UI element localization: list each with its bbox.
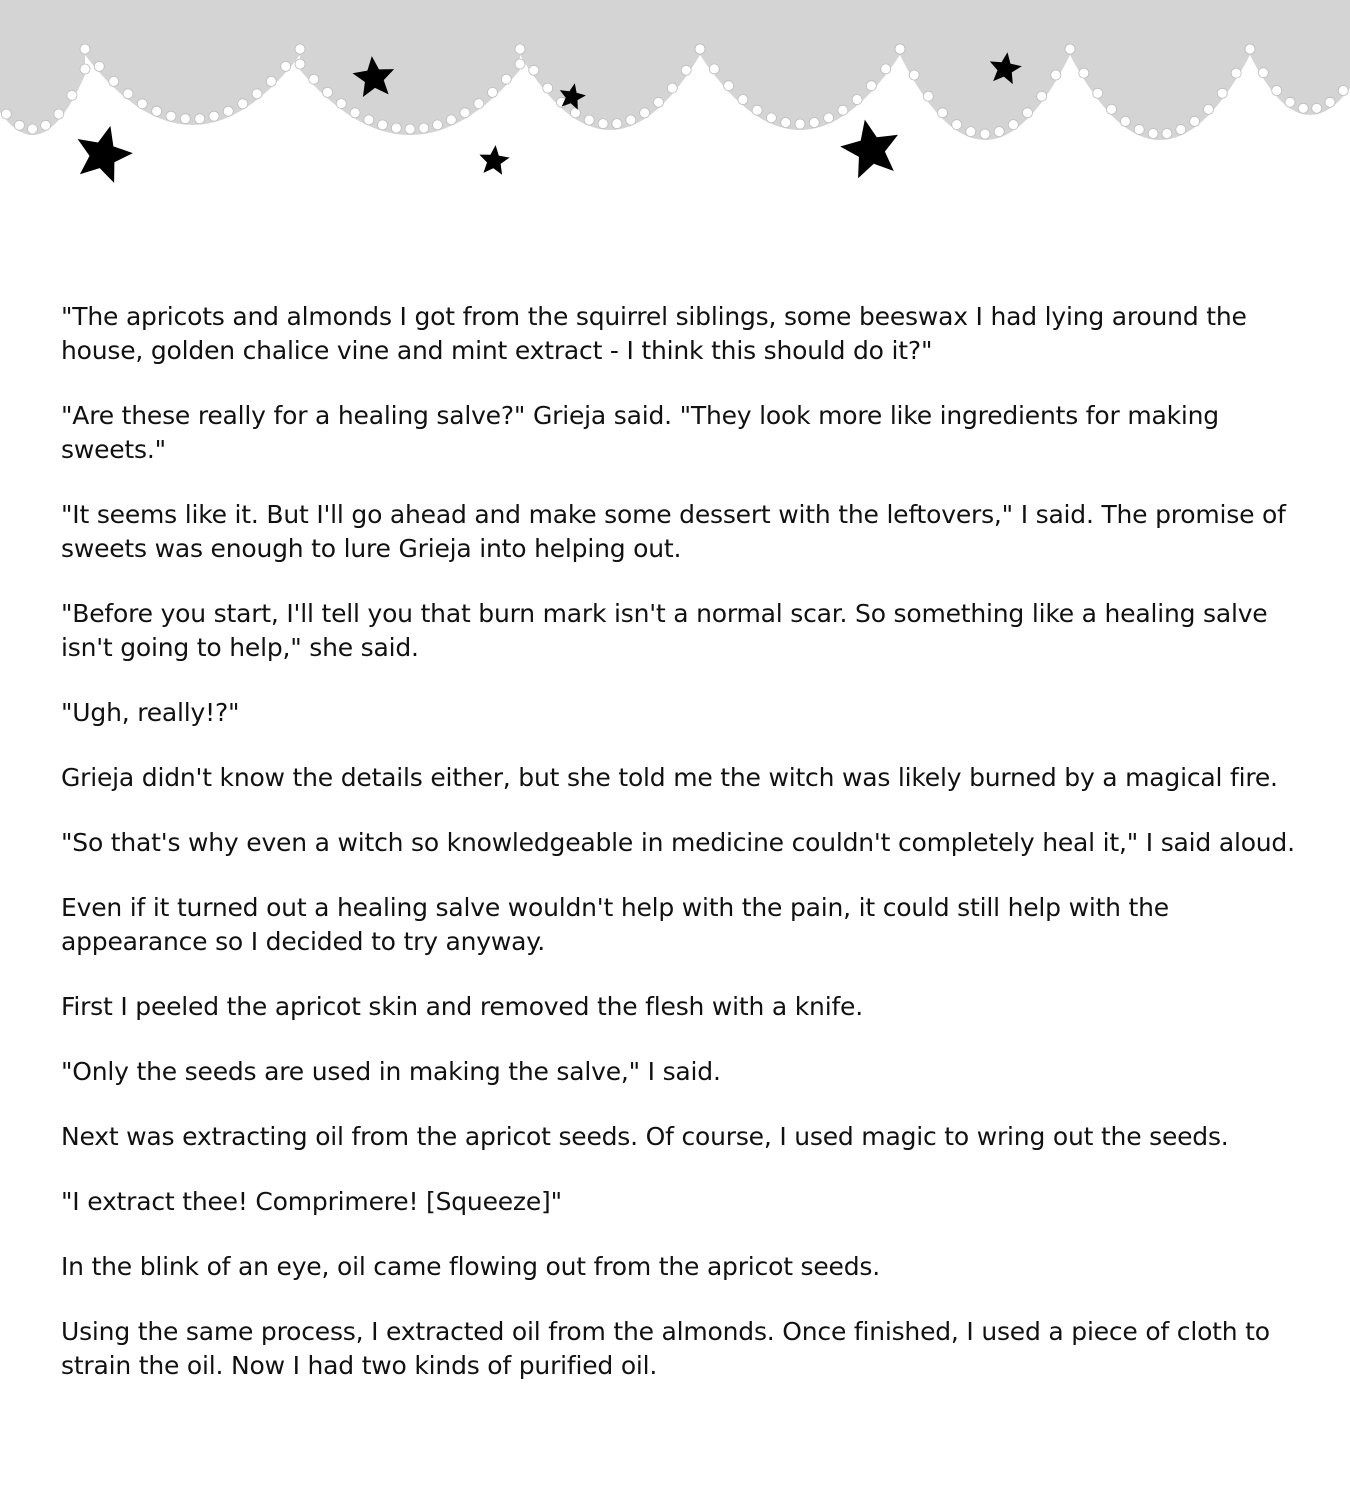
- lace-bead: [350, 108, 360, 118]
- lace-bead: [966, 127, 976, 137]
- lace-bead: [626, 115, 636, 125]
- lace-bead: [781, 118, 791, 128]
- lace-bead: [838, 105, 848, 115]
- lace-bead: [180, 114, 190, 124]
- lace-bead: [766, 113, 776, 123]
- lace-bead: [378, 120, 388, 130]
- lace-bead: [909, 70, 919, 80]
- lace-bead: [515, 59, 525, 69]
- lace-bead: [501, 74, 511, 84]
- lace-bead: [852, 95, 862, 105]
- paragraph-9: First I peeled the apricot skin and removed the flesh with a knife.: [61, 992, 863, 1021]
- lace-bead: [695, 44, 705, 54]
- lace-bead: [152, 106, 162, 116]
- lace-bead: [295, 44, 305, 54]
- lace-bead: [866, 81, 876, 91]
- lace-bead: [488, 87, 498, 97]
- lace-bead: [419, 123, 429, 133]
- lace-bead: [137, 99, 147, 109]
- lace-bead: [446, 115, 456, 125]
- lace-bead: [795, 119, 805, 129]
- lace-bead: [223, 106, 233, 116]
- lace-bead: [166, 111, 176, 121]
- lace-bead: [266, 76, 276, 86]
- lace-bead: [474, 99, 484, 109]
- lace-bead: [1176, 125, 1186, 135]
- paragraph-7: "So that's why even a witch so knowledgeable in medicine couldn't completely heal it," I said aloud.: [61, 828, 1295, 857]
- lace-bead: [1245, 44, 1255, 54]
- paragraph-2: "Are these really for a healing salve?" Grieja said. "They look more like ingredients for making sweets.": [61, 401, 1219, 464]
- paragraph-14: Using the same process, I extracted oil from the almonds. Once finished, I used a piece of cloth to strain the oil. Now I had two kinds of purified oil.: [61, 1317, 1270, 1380]
- lace-bead: [405, 124, 415, 134]
- lace-bead: [391, 123, 401, 133]
- lace-bead: [824, 113, 834, 123]
- lace-bead: [1272, 86, 1282, 96]
- lace-bead: [809, 118, 819, 128]
- paragraph-13: In the blink of an eye, oil came flowing out from the apricot seeds.: [61, 1252, 880, 1281]
- lace-bead: [584, 115, 594, 125]
- lace-bead: [709, 64, 719, 74]
- lace-bead: [1162, 129, 1172, 139]
- lace-bead: [681, 65, 691, 75]
- paragraph-12: "I extract thee! Comprimere! [Squeeze]": [61, 1187, 562, 1216]
- lace-bead: [1023, 108, 1033, 118]
- lace-bead: [309, 74, 319, 84]
- lace-bead: [952, 120, 962, 130]
- lace-bead: [895, 44, 905, 54]
- lace-bead: [41, 120, 51, 130]
- lace-bead: [1285, 97, 1295, 107]
- lace-bead: [28, 124, 38, 134]
- lace-bead: [1120, 116, 1130, 126]
- star-icon: [78, 126, 133, 183]
- lace-bead: [1093, 88, 1103, 98]
- lace-bead: [336, 99, 346, 109]
- lace-bead: [667, 83, 677, 93]
- lace-bead: [1037, 91, 1047, 101]
- lace-bead: [281, 61, 291, 71]
- lace-bead: [994, 127, 1004, 137]
- lace-bead: [1148, 129, 1158, 139]
- lace-bead: [529, 65, 539, 75]
- paragraph-5: "Ugh, really!?": [61, 698, 240, 727]
- lace-bead: [752, 105, 762, 115]
- lace-bead: [1134, 125, 1144, 135]
- lace-bead: [1231, 68, 1241, 78]
- paragraph-8: Even if it turned out a healing salve wouldn't help with the pain, it could still help with the appearance so I decided to try anyway.: [61, 893, 1169, 956]
- lace-bead: [938, 108, 948, 118]
- lace-bead: [1338, 86, 1348, 96]
- paragraph-11: Next was extracting oil from the apricot seeds. Of course, I used magic to wring out the seeds.: [61, 1122, 1229, 1151]
- lace-bead: [1312, 103, 1322, 113]
- scalloped-star-header: [0, 0, 1350, 200]
- lace-bead: [515, 44, 525, 54]
- lace-bead: [1298, 103, 1308, 113]
- lace-bead: [923, 91, 933, 101]
- lace-bead: [1258, 68, 1268, 78]
- lace-bead: [195, 114, 205, 124]
- paragraph-1: "The apricots and almonds I got from the squirrel siblings, some beeswax I had lying around the house, golden chalice vine and mint extract - I think this should do it?": [61, 302, 1247, 365]
- lace-bead: [295, 59, 305, 69]
- lace-bead: [80, 44, 90, 54]
- lace-bead: [1051, 70, 1061, 80]
- lace-bead: [1065, 44, 1075, 54]
- lace-bead: [14, 120, 24, 130]
- star-icon: [840, 120, 898, 179]
- lace-bead: [94, 61, 104, 71]
- lace-bead: [543, 83, 553, 93]
- lace-bead: [109, 76, 119, 86]
- lace-bead: [724, 81, 734, 91]
- paragraph-4: "Before you start, I'll tell you that burn mark isn't a normal scar. So something like a healing salve isn't going to help," she said.: [61, 599, 1268, 662]
- lace-bead: [54, 109, 64, 119]
- paragraph-3: "It seems like it. But I'll go ahead and make some dessert with the leftovers," I said. The promise of sweets was enough to lure Grieja into helping out.: [61, 500, 1286, 563]
- star-icon: [479, 145, 509, 175]
- lace-bead: [640, 108, 650, 118]
- paragraph-6: Grieja didn't know the details either, but she told me the witch was likely burned by a magical fire.: [61, 763, 1278, 792]
- lace-bead: [67, 90, 77, 100]
- lace-bead: [1217, 88, 1227, 98]
- lace-bead: [209, 111, 219, 121]
- lace-bead: [1107, 104, 1117, 114]
- lace-bead: [433, 120, 443, 130]
- lace-bead: [598, 119, 608, 129]
- lace-bead: [80, 64, 90, 74]
- lace-bead: [123, 89, 133, 99]
- story-text: [61, 300, 1311, 1414]
- lace-bead: [364, 115, 374, 125]
- lace-bead: [612, 119, 622, 129]
- lace-bead: [881, 64, 891, 74]
- lace-bead: [1325, 97, 1335, 107]
- paragraph-10: "Only the seeds are used in making the salve," I said.: [61, 1057, 721, 1086]
- lace-bead: [252, 89, 262, 99]
- lace-bead: [1079, 68, 1089, 78]
- lace-bead: [980, 129, 990, 139]
- lace-bead: [1204, 104, 1214, 114]
- lace-bead: [570, 108, 580, 118]
- lace-bead: [323, 87, 333, 97]
- lace-bead: [460, 108, 470, 118]
- lace-bead: [738, 95, 748, 105]
- lace-bead: [1190, 116, 1200, 126]
- lace-bead: [1008, 120, 1018, 130]
- lace-bead: [1, 109, 11, 119]
- lace-bead: [654, 97, 664, 107]
- lace-bead: [238, 99, 248, 109]
